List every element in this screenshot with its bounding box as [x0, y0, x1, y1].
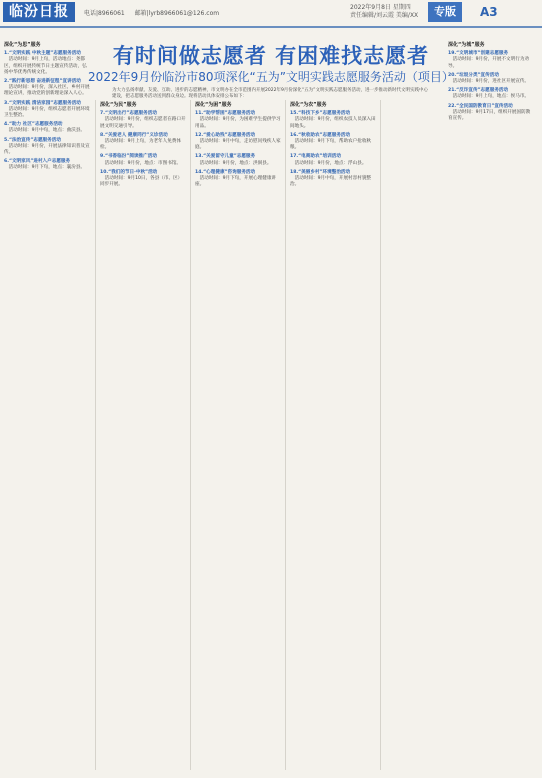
- item-body: 活动时间：9月份，为困难学生提供学习用品。: [195, 117, 281, 129]
- section-tag: 专版: [428, 2, 462, 22]
- item-body: 活动时间：9月下旬，地点：襄汾县。: [8, 165, 86, 171]
- section-title: 深化“为民”服务: [100, 102, 137, 108]
- item-title: 6.“文明家风”进村入户志愿服务: [4, 159, 71, 165]
- item-body: 活动时间：9月上旬，活动地点：尧都区，组织开展传统节日主题宣传活动，弘扬中华优秀传统文化。: [4, 57, 87, 75]
- item-body: 活动时间：9月上旬，地点：侯马市。: [452, 94, 530, 100]
- item-body: 活动时间：9月份，组织农技人员深入田间地头。: [290, 117, 376, 129]
- section-title: 深化“为思”服务: [4, 42, 41, 48]
- contact-info: [84, 8, 227, 17]
- column-divider: [380, 100, 381, 770]
- item-title: 21.“反诈宣传”志愿服务活动: [448, 88, 509, 94]
- item-body: 活动时间：9月份，地点：洪洞县。: [199, 160, 272, 166]
- item-body: 活动时间：9月份，进社区开展宣传。: [452, 79, 530, 85]
- section-title: 深化“为城”服务: [448, 42, 485, 48]
- item-body: 活动时间：9月上旬，为老年人免费体检。: [100, 139, 182, 151]
- item-title: 17.“电商助农”培训活动: [290, 154, 341, 160]
- column-left: [4, 40, 90, 173]
- issue-info: [350, 4, 418, 20]
- item-body: 活动时间：9月10日，各县（市、区）同步开展。: [100, 176, 183, 188]
- item-title: 7.“文明出行”志愿服务活动: [100, 111, 157, 117]
- item-title: 9.“书香临汾”阅读推广活动: [100, 154, 157, 160]
- item-title: 2.“践行新思想 奋进新征程”宣讲活动: [4, 79, 81, 85]
- item-body: 活动时间：9月份，组织志愿者开展环境卫生整治。: [4, 106, 90, 119]
- contact-phone: 电话|8966061: [84, 10, 125, 17]
- contact-email: 邮箱|lyrb8966061@126.com: [134, 10, 220, 17]
- item-body: 活动时间：9月份，开展不文明行为劝导。: [448, 57, 530, 69]
- issue-date: 2022年9月8日 星期四: [350, 4, 411, 11]
- item-body: 活动时间：9月份，开展法律知识普及宣传。: [4, 143, 90, 156]
- intro-paragraph: 为大力弘扬奉献、友爱、互助、进步的志愿精神，市文明办在全市范围内开展2022年9月份深化“五为”文明实践志愿服务活动，进一步推动新时代文明实践中心建设，把志愿服务活动送到群众身边。现将活动具体安排公布如下：: [112, 88, 428, 99]
- item-body: 活动时间：9月份，地点：市图书馆。: [104, 160, 182, 166]
- page-number: A3: [480, 5, 498, 19]
- page-headline: 有时间做志愿者 有困难找志愿者: [112, 44, 430, 68]
- item-body: 活动时间：9月份，深入社区、乡村开展理论宣讲，推动党的创新理论深入人心。: [4, 85, 90, 97]
- item-body: 活动时间：9月份，地点：浮山县。: [294, 160, 367, 166]
- item-title: 16.“秋收助农”志愿服务活动: [290, 132, 351, 138]
- item-title: 13.“关爱留守儿童”志愿服务: [195, 154, 256, 160]
- item-title: 14.“心理健康”咨询服务活动: [195, 169, 256, 175]
- issue-editors: 责任编辑/刘云霞 美编/XX: [350, 12, 419, 19]
- item-title: 5.“法治宣传”志愿服务活动: [4, 137, 61, 143]
- column-mid-2: [195, 100, 281, 189]
- item-body: 活动时间：9月份，组织志愿者在路口开展文明交通引导。: [100, 117, 186, 129]
- column-mid-3: [290, 100, 376, 189]
- item-title: 3.“文明实践 清洁家园”志愿服务活动: [4, 100, 81, 106]
- column-divider: [190, 100, 191, 770]
- section-title: 深化“为农”服务: [290, 102, 327, 108]
- item-body: 活动时间：9月下旬，开展心理健康讲座。: [195, 176, 277, 188]
- item-body: 活动时间：9月中旬，走访慰问残疾人家庭。: [195, 139, 281, 151]
- item-body: 活动时间：9月17日，组织开展国防教育宣传。: [448, 109, 531, 122]
- column-right: [448, 40, 534, 123]
- item-body: 活动时间：9月中旬，开展村容村貌整治。: [290, 176, 372, 188]
- item-title: 11.“助学帮困”志愿服务活动: [195, 111, 256, 117]
- column-mid-1: [100, 100, 186, 189]
- item-title: 10.“我们的节日·中秋”活动: [100, 169, 158, 175]
- item-title: 20.“垃圾分类”宣传活动: [448, 72, 499, 78]
- newspaper-logo: 临汾日报: [3, 2, 75, 22]
- item-title: 8.“关爱老人 健康同行”义诊活动: [100, 132, 168, 138]
- page-subhead: 2022年9月份临汾市80项深化“五为”文明实践志愿服务活动（项目）: [88, 70, 454, 84]
- column-divider: [285, 100, 286, 770]
- item-title: 12.“爱心助残”志愿服务活动: [195, 132, 256, 138]
- item-title: 4.“助力 社区”志愿服务活动: [4, 122, 63, 128]
- item-title: 15.“科技下乡”志愿服务活动: [290, 111, 351, 117]
- item-title: 22.“全民国防教育日”宣传活动: [448, 103, 513, 109]
- column-divider: [95, 100, 96, 770]
- item-body: 活动时间：9月中旬，地点：曲沃县。: [8, 128, 86, 134]
- item-title: 19.“文明城市”创建志愿服务: [448, 51, 509, 57]
- item-title: 1.“文明实践 中秋主题”志愿服务活动: [4, 51, 81, 57]
- item-body: 活动时间：9月下旬，帮助农户抢收秋粮。: [290, 139, 372, 151]
- item-title: 18.“美丽乡村”环境整治活动: [290, 169, 351, 175]
- newspaper-header: [0, 0, 542, 28]
- section-title: 深化“为困”服务: [195, 102, 232, 108]
